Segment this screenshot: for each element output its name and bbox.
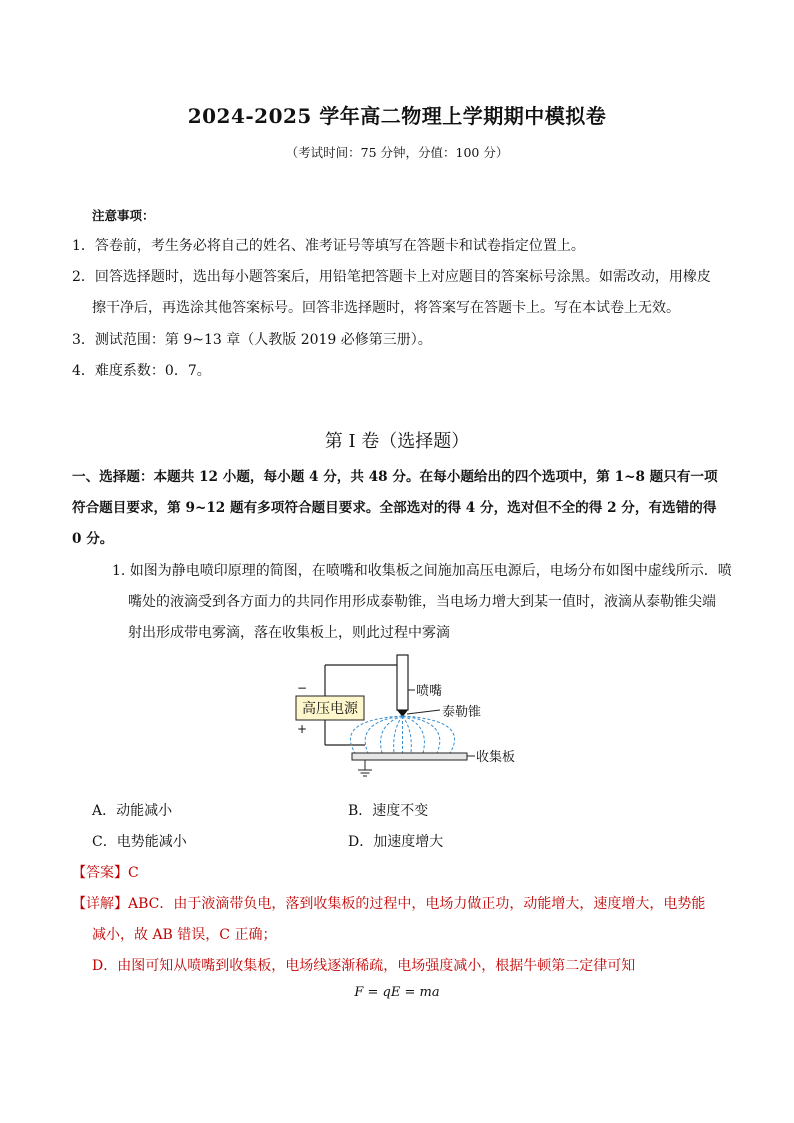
section-title: 第 I 卷（选择题） (324, 431, 470, 452)
field-lines (350, 716, 454, 753)
notice-heading: 注意事项： (92, 208, 155, 223)
nozzle-shape (397, 655, 408, 710)
cone-label: 泰勒锥 (442, 705, 482, 720)
option-d: D．加速度增大 (348, 834, 444, 850)
exam-title: 2024-2025 学年高二物理上学期期中模拟卷 (187, 104, 607, 128)
minus-terminal: − (297, 681, 308, 695)
notice-line-4: 4．难度系数：0．7。 (72, 363, 211, 379)
nozzle-label: 喷嘴 (416, 684, 443, 699)
exam-subtitle: （考试时间：75 分钟，分值：100 分） (285, 145, 509, 160)
section-instruction-2: 符合题目要求，第 9~12 题有多项符合题目要求。全部选对的得 4 分，选对但不全的得 2 分，有选错的得 (72, 500, 717, 516)
option-a: A．动能减小 (92, 803, 173, 819)
notice-line-2-cont: 擦干净后，再选涂其他答案标号。回答非选择题时，将答案写在答题卡上。写在本试卷上无效。 (92, 300, 680, 316)
formula: F = qE = ma (354, 985, 440, 1000)
answer-value: C (128, 865, 139, 881)
question-1-line-2: 嘴处的液滴受到各方面力的共同作用形成泰勒锥，当电场力增大到某一值时，液滴从泰勒锥尖端 (128, 594, 716, 610)
detail-line-1 (72, 893, 705, 913)
taylor-cone-shape (397, 710, 408, 717)
notice-line-1: 1．答卷前，考生务必将自己的姓名、准考证号等填写在答题卡和试卷指定位置上。 (72, 238, 585, 254)
electrostatic-spray-diagram (280, 650, 530, 790)
detail-line-2: 减小，故 AB 错误，C 正确； (92, 927, 277, 943)
option-b: B．速度不变 (348, 803, 429, 819)
section-instruction-1: 一、选择题：本题共 12 小题，每小题 4 分，共 48 分。在每小题给出的四个选项中，第 1~8 题只有一项 (72, 469, 718, 485)
power-source-label: 高压电源 (302, 701, 358, 717)
detail-text-1: ABC．由于液滴带负电，落到收集板的过程中，电场力做正功，动能增大，速度增大，电势能 (128, 896, 706, 912)
collector-plate-shape (352, 753, 467, 760)
detail-line-3: D．由图可知从喷嘴到收集板，电场线逐渐稀疏，电场强度减小，根据牛顿第二定律可知 (92, 958, 636, 974)
notice-line-3: 3．测试范围：第 9~13 章（人教版 2019 必修第三册）。 (72, 332, 432, 348)
section-instruction-3: 0 分。 (72, 531, 114, 547)
notice-line-2: 2．回答选择题时，选出每小题答案后，用铅笔把答题卡上对应题目的答案标号涂黑。如需改动，用橡皮 (72, 269, 711, 285)
plus-terminal: + (297, 722, 308, 736)
answer-line (72, 862, 139, 882)
answer-label: 【答案】 (72, 865, 128, 881)
option-c: C．电势能减小 (92, 834, 187, 850)
plate-label: 收集板 (476, 750, 516, 765)
detail-label: 【详解】 (72, 896, 128, 912)
question-1-line-3: 射出形成带电雾滴，落在收集板上，则此过程中雾滴 (128, 625, 450, 641)
question-1-line-1: 1. 如图为静电喷印原理的简图，在喷嘴和收集板之间施加高压电源后，电场分布如图中虚线所示．喷 (112, 563, 732, 579)
